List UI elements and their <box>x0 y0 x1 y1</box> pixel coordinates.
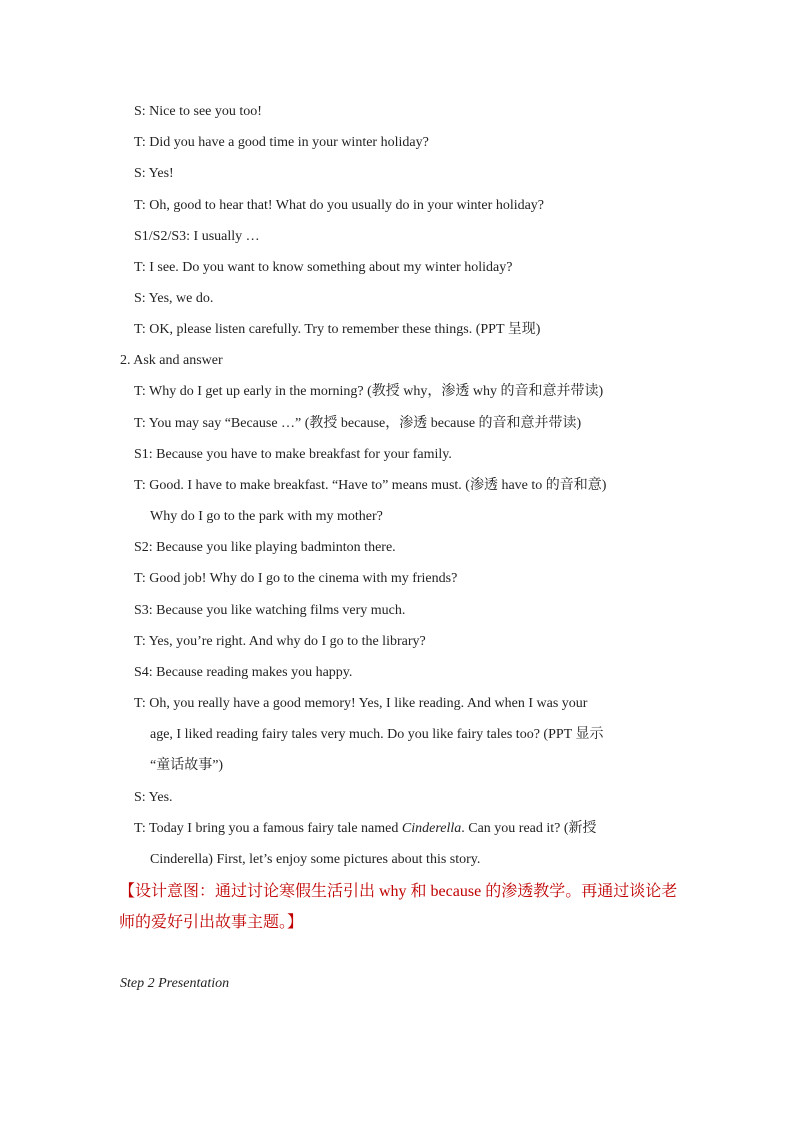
dialog-line: T: Oh, you really have a good memory! Yes, I like reading. And when I was your <box>134 696 588 711</box>
story-title: Cinderella <box>401 821 462 836</box>
dialog-line: S1: Because you have to make breakfast for your family. <box>134 447 452 462</box>
dialog-line: T: Good. I have to make breakfast. “Have to” means must. (渗透 have to 的音和意) <box>134 478 607 493</box>
dialog-line: S: Nice to see you too! <box>134 104 262 119</box>
dialog-line: T: You may say “Because …” (教授 because，渗透 because 的音和意并带读) <box>134 416 582 431</box>
dialog-line-cinderella <box>134 819 597 839</box>
dialog-text: T: Today I bring you a famous fairy tale named <box>134 821 402 836</box>
dialog-line: age, I liked reading fairy tales very much. Do you like fairy tales too? (PPT 显示 <box>150 727 604 742</box>
dialog-line: S3: Because you like watching films very much. <box>134 603 406 618</box>
dialog-text: . Can you read it? (新授 <box>461 821 597 836</box>
dialog-line: S1/S2/S3: I usually … <box>134 229 260 244</box>
dialog-line: S: Yes! <box>134 166 174 181</box>
dialog-line: S2: Because you like playing badminton there. <box>134 540 396 555</box>
dialog-line: Cinderella) First, let’s enjoy some pictures about this story. <box>150 852 481 867</box>
section-heading: 2. Ask and answer <box>120 353 223 368</box>
dialog-line: Why do I go to the park with my mother? <box>150 509 383 524</box>
dialog-line: T: Yes, you’re right. And why do I go to the library? <box>134 634 426 649</box>
dialog-line: S: Yes. <box>134 790 173 805</box>
dialog-line: T: OK, please listen carefully. Try to remember these things. (PPT 呈现) <box>134 322 541 337</box>
dialog-line: T: I see. Do you want to know something about my winter holiday? <box>134 260 513 275</box>
design-note-line: 【设计意图：通过讨论寒假生活引出 why 和 because 的渗透教学。再通过谈论老 <box>119 883 678 900</box>
dialog-line: T: Oh, good to hear that! What do you usually do in your winter holiday? <box>134 198 545 213</box>
dialog-line: T: Good job! Why do I go to the cinema with my friends? <box>134 571 458 586</box>
dialog-line: “童话故事”) <box>150 758 224 773</box>
dialog-line: T: Did you have a good time in your winter holiday? <box>134 135 429 150</box>
step-heading: Step 2 Presentation <box>120 976 230 991</box>
dialog-line: S: Yes, we do. <box>134 291 214 306</box>
dialog-line: S4: Because reading makes you happy. <box>134 665 353 680</box>
dialog-line: T: Why do I get up early in the morning? (教授 why，渗透 why 的音和意并带读) <box>134 384 604 399</box>
design-note-line: 师的爱好引出故事主题。】 <box>119 914 304 931</box>
